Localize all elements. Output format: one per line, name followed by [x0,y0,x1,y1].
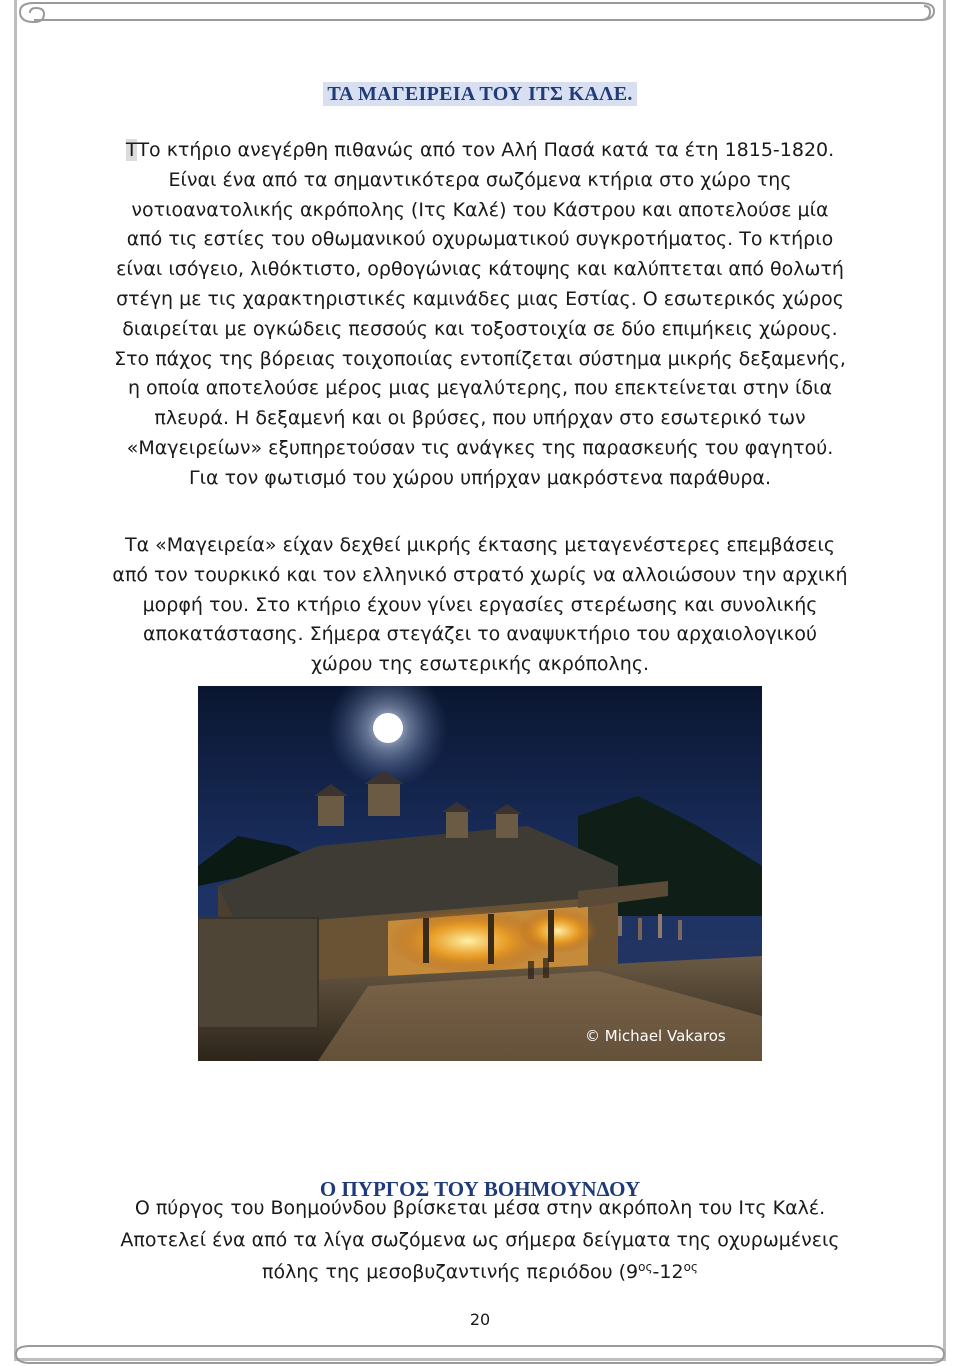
scroll-banner-top [14,0,940,26]
section-title-bohemond-tower: Ο ΠΥΡΓΟΣ ΤΟΥ ΒΟΗΜΟΥΝΔΟΥ [319,1177,641,1202]
text-cursor-highlight: Τ [125,139,138,161]
section-title-mageireia: ΤΑ ΜΑΓΕΙΡΕΙΑ ΤΟΥ ΙΤΣ ΚΑΛΕ. [0,83,960,106]
paragraph-history: ΤΤο κτήριο ανεγέρθη πιθανώς από τον Αλή Πασά κατά τα έτη 1815-1820. Είναι ένα από τα σημαντικότερα σωζόμενα κτήρια στο χώρο της νοτιοανατολικής ακρόπολης (Ιτς Καλέ) του Κάστρου και αποτελούσε μία από τις εστίες του οθωμανικού οχυρωματικού συγκροτήματος. Το κτήριο είναι ισόγειο, λιθόκτιστο, ορθογώνιας κάτοψης και καλύπτεται από θολωτή στέγη με τις χαρακτηριστικές καμινάδες μιας Εστίας. Ο εσωτερικός χώρος διαιρείται με ογκώδεις πεσσούς και τοξοστοιχία σε δύο επιμήκεις χώρους. Στο πάχος της βόρειας τοιχοποιίας εντοπίζεται σύστημα μικρής δεξαμενής, η οποία αποτελούσε μέρος μιας μεγαλύτερης, που επεκτείνεται στην ίδια πλευρά. Η δεξαμενή και οι βρύσες, που υπήρχαν στο εσωτερικό των «Μαγειρείων» εξυπηρετούσαν τις ανάγκες της παρασκευής του φαγητού. Για τον φωτισμό του χώρου υπήρχαν μακρόστενα παράθυρα. [114,139,846,489]
photo-mageireia-night [198,686,762,1061]
scroll-banner-bottom [0,1336,960,1366]
paragraph-interventions: Τα «Μαγειρεία» είχαν δεχθεί μικρής έκτασης μεταγενέστερες επεμβάσεις από τον τουρκικό και τον ελληνικό στρατό χωρίς να αλλοιώσουν την αρχική μορφή του. Στο κτήριο έχουν γίνει εργασίες στερέωσης και συνολικής αποκατάστασης. Σήμερα στεγάζει το αναψυκτήριο του αρχαιολογικού χώρου της εσωτερικής ακρόπολης. [112,534,848,676]
page-number: 20 [469,1310,491,1329]
paragraph-bohemond-tower: Ο πύργος του Βοημούνδου βρίσκεται μέσα στην ακρόπολη του Ιτς Καλέ. Αποτελεί ένα από τα λίγα σωζόμενα ως σήμερα δείγματα της οχυρωμένεις πόλης της μεσοβυζαντινής περιόδου ($9^{o\varsigma}-12^{o\varsigma}$ [120,1197,840,1283]
photo-credit: © Michael Vakaros [585,1027,726,1045]
